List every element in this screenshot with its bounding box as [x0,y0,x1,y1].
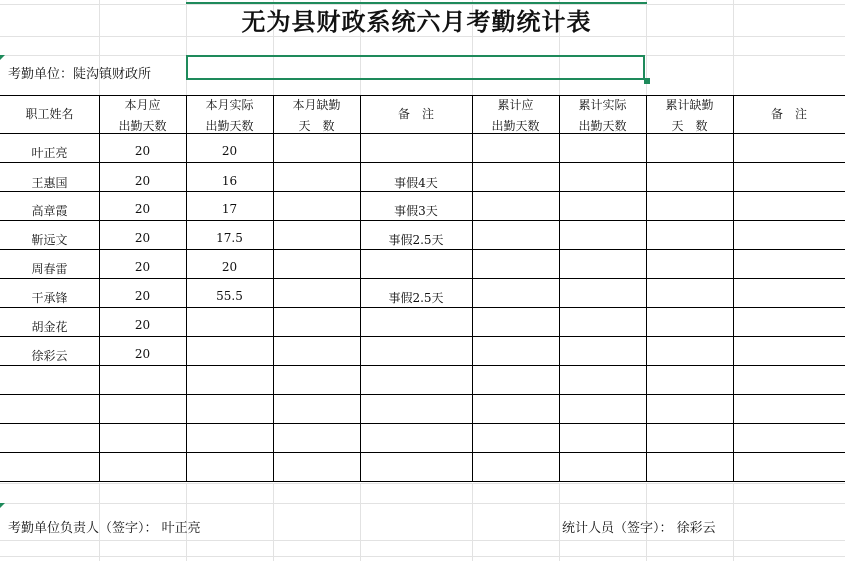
cell-name[interactable]: 王惠国 [31,176,68,190]
header-text: 累计缺勤 [665,98,714,112]
header-month-due[interactable] [99,95,186,137]
header-text: 备 注 [397,107,434,121]
header-note[interactable] [360,104,472,125]
cell-due[interactable]: 20 [134,318,151,332]
cell-note[interactable]: 事假2.5天 [388,291,444,305]
cell-note[interactable]: 事假3天 [394,204,438,218]
cell-name[interactable]: 干承锋 [31,291,68,305]
header-text: 天 数 [671,119,708,133]
header-text: 出勤天数 [205,119,254,133]
cell-name[interactable]: 叶正亮 [31,146,68,160]
header-text: 职工姓名 [25,107,74,121]
cell-due[interactable]: 20 [134,202,151,216]
header-month-absent[interactable] [273,95,360,137]
cell-due[interactable]: 20 [134,260,151,274]
active-cell-selection[interactable] [186,55,645,80]
cell-name[interactable]: 高章霞 [31,204,68,218]
header-text: 本月缺勤 [292,98,341,112]
cell-actual[interactable]: 55.5 [216,289,243,303]
footer-unit-head-signature[interactable]: 考勤单位负责人（签字）： 叶正亮 [8,521,201,536]
header-text: 本月实际 [205,98,254,112]
cell-name[interactable]: 胡金花 [31,320,68,334]
header-total-due[interactable] [472,95,559,137]
cell-note[interactable]: 事假4天 [394,176,438,190]
comment-indicator [0,55,5,60]
cell-actual[interactable]: 20 [221,260,238,274]
header-text: 本月应 [124,98,161,112]
cell-actual[interactable]: 16 [221,174,238,188]
cell-due[interactable]: 20 [134,347,151,361]
header-note-2[interactable] [733,104,845,125]
header-text: 备 注 [770,107,807,121]
cell-actual[interactable]: 17 [221,202,238,216]
cell-name[interactable]: 周春雷 [31,262,68,276]
cell-actual[interactable]: 17.5 [216,231,243,245]
fill-handle[interactable] [644,78,650,84]
header-text: 出勤天数 [118,119,167,133]
sheet-title[interactable]: 无为县财政系统六月考勤统计表 [241,7,592,36]
cell-note[interactable]: 事假2.5天 [388,233,444,247]
cell-name[interactable]: 靳远文 [31,233,68,247]
unit-label[interactable]: 考勤单位：陡沟镇财政所 [8,67,152,82]
cell-due[interactable]: 20 [134,231,151,245]
cell-name[interactable]: 徐彩云 [31,349,68,363]
header-total-actual[interactable] [559,95,646,137]
footer-statistician-signature[interactable]: 统计人员（签字）： 徐彩云 [562,521,716,536]
header-total-absent[interactable] [646,95,733,137]
cell-due[interactable]: 20 [134,144,151,158]
cell-actual[interactable]: 20 [221,144,238,158]
header-month-actual[interactable] [186,95,273,137]
header-text: 出勤天数 [578,119,627,133]
cell-due[interactable]: 20 [134,289,151,303]
header-text: 累计应 [497,98,534,112]
header-text: 累计实际 [578,98,627,112]
cell-due[interactable]: 20 [134,174,151,188]
header-staff-name[interactable] [0,104,99,125]
header-text: 出勤天数 [491,119,540,133]
comment-indicator [0,503,5,508]
header-text: 天 数 [298,119,335,133]
